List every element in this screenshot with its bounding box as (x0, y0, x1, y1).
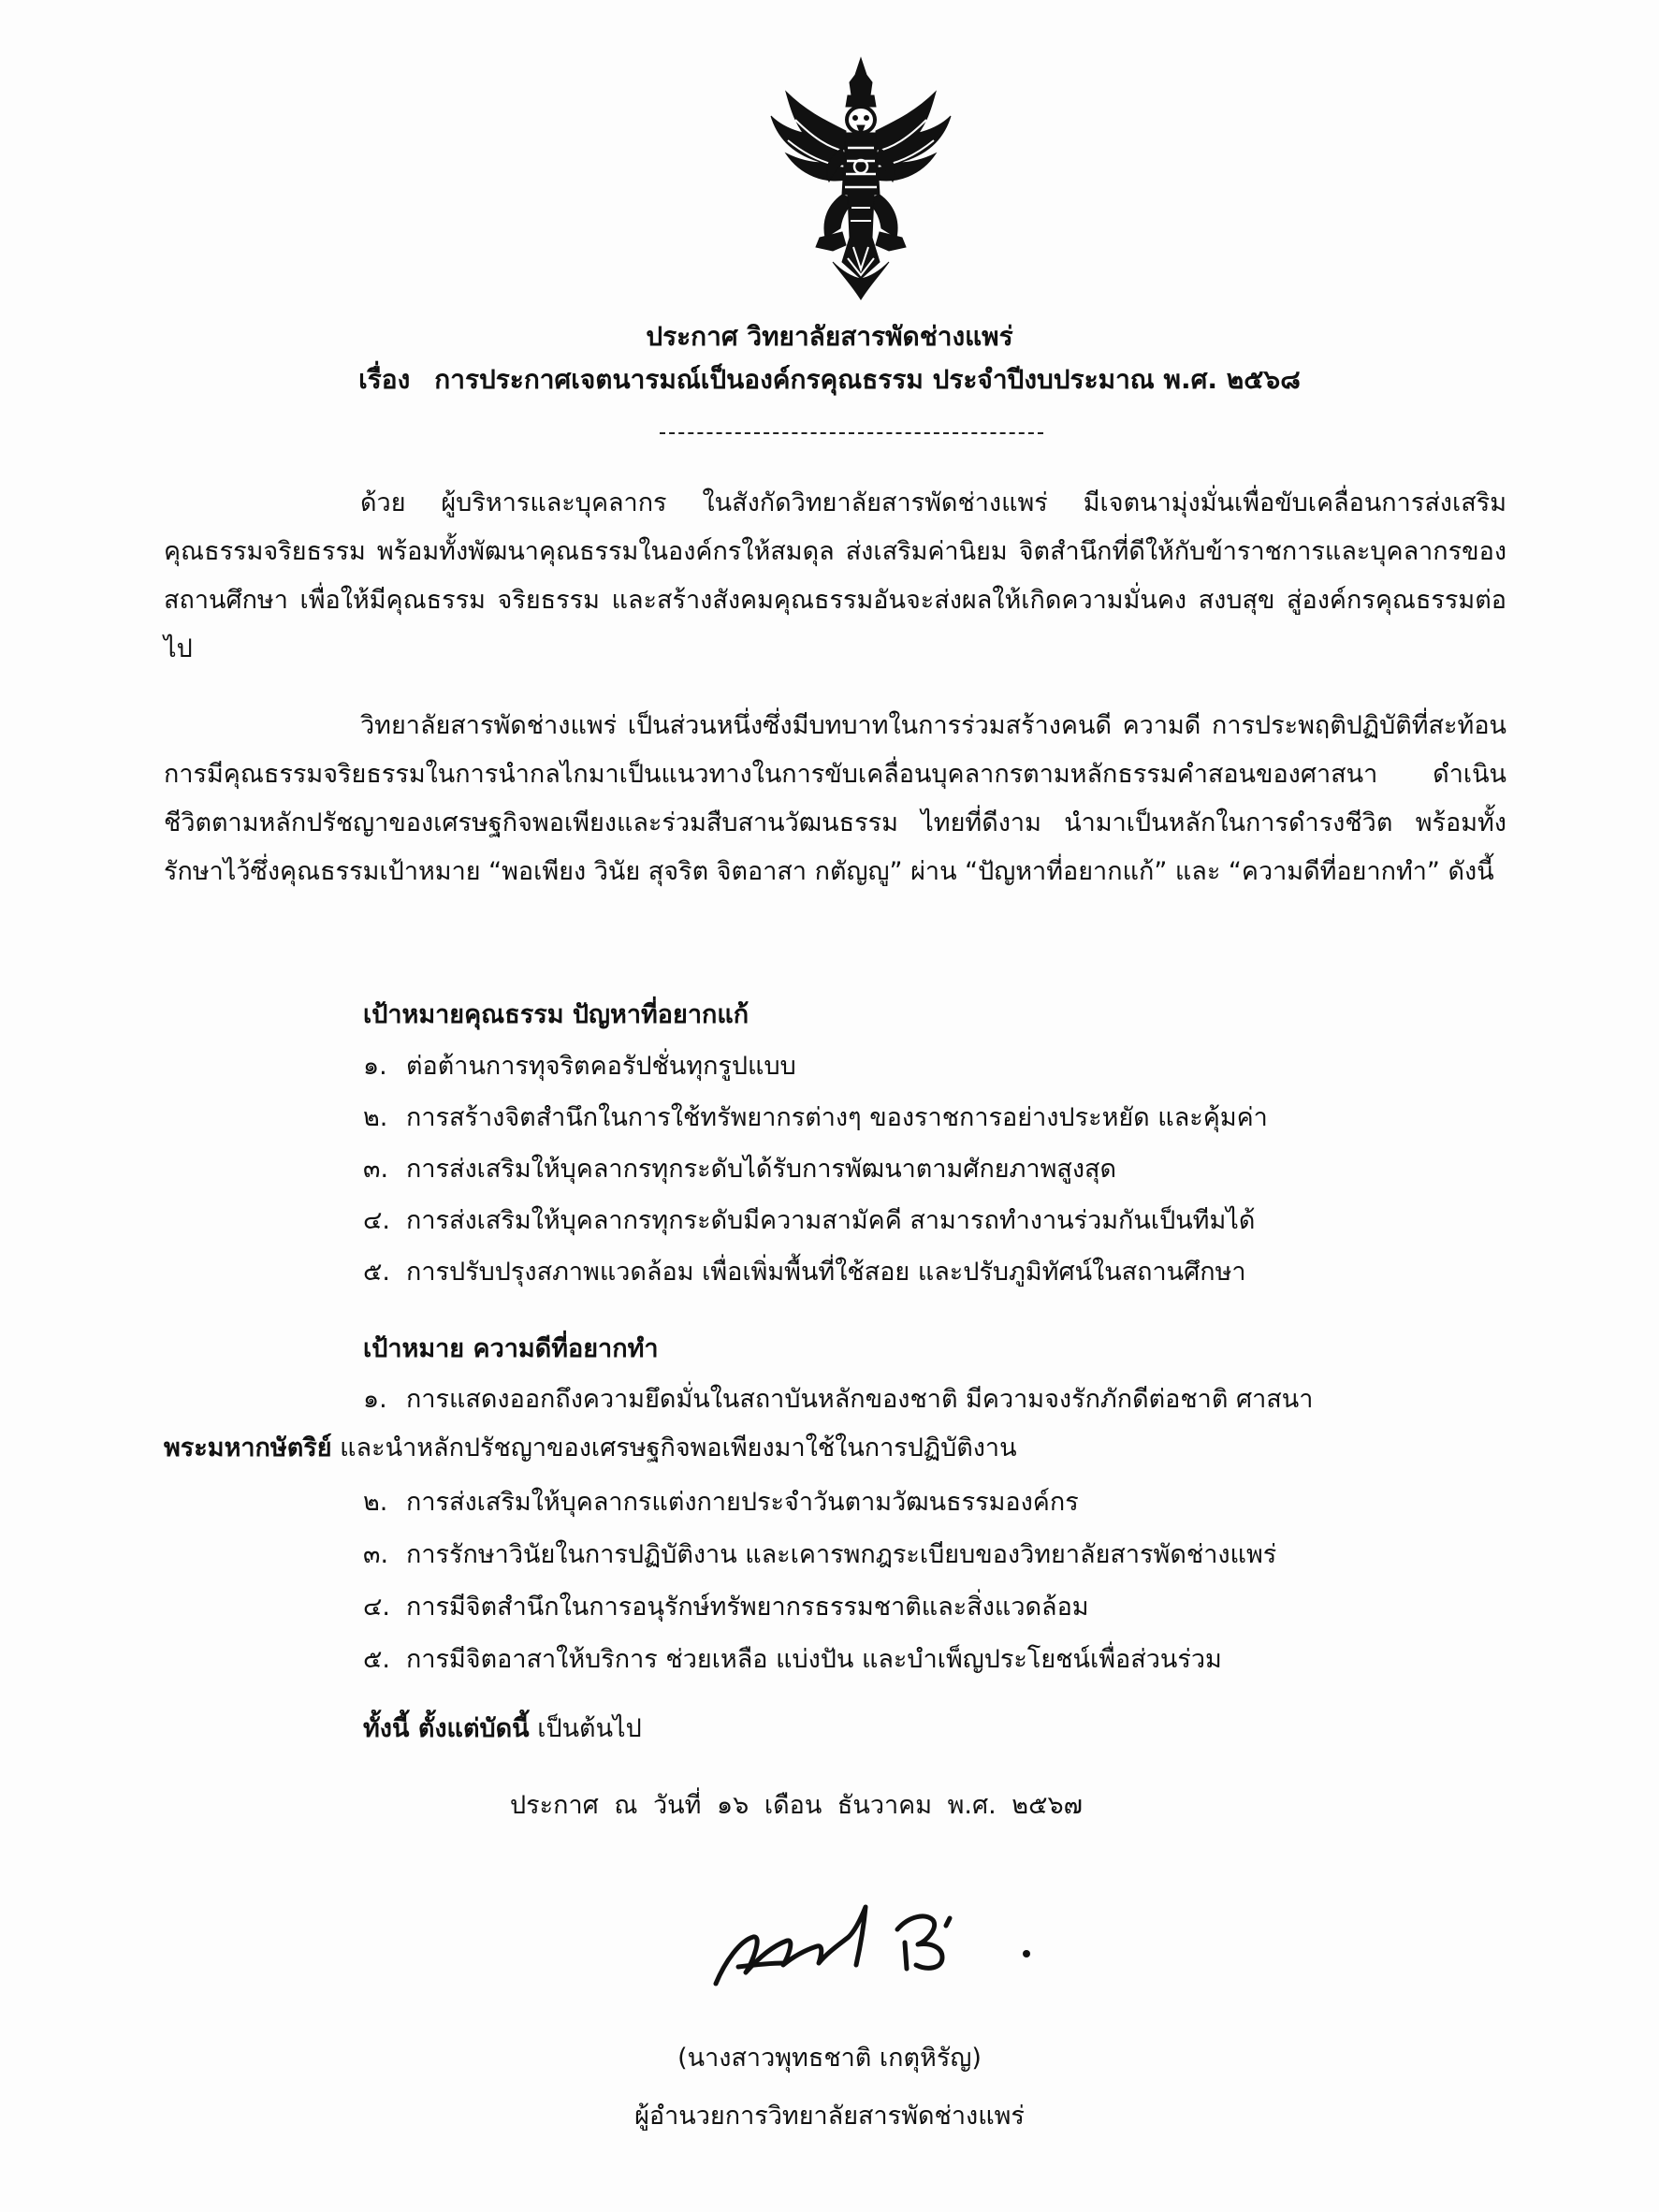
continuation-text: และนำหลักปรัชญาของเศรษฐกิจพอเพียงมาใช้ในการปฏิบัติงาน (340, 1433, 1017, 1463)
closing-rest: เป็นต้นไป (537, 1714, 642, 1743)
problems-list (363, 1041, 1268, 1298)
list-item-number: ๓. (363, 1540, 389, 1569)
list-item (363, 1143, 1268, 1195)
signatory-position: ผู้อำนวยการวิทยาลัยสารพัดช่างแพร่ (634, 2102, 1025, 2131)
paragraph-role: วิทยาลัยสารพัดช่างแพร่ เป็นส่วนหนึ่งซึ่งมีบทบาทในการร่วมสร้างคนดี ความดี การประพฤติปฏิบัติที่สะท้อนการมีคุณธรรมจริยธรรมในการนำกลไกมาเป็นแนวทางในการขับเคลื่อนบุคลากรตามหลักธรรมคำสอนของศาสนา ดำเนินชีวิตตามหลักปรัชญาของเศรษฐกิจพอเพียงและร่วมสืบสานวัฒนธรรม ไทยที่ดีงาม นำมาเป็นหลักในการดำรงชีวิต พร้อมทั้งรักษาไว้ซึ่งคุณธรรมเป้าหมาย “พอเพียง วินัย สุจริต จิตอาสา กตัญญู” ผ่าน “ปัญหาที่อยากแก้” และ “ความดีที่อยากทำ” ดังนี้ (164, 711, 1506, 886)
announcement-title: ประกาศ วิทยาลัยสารพัดช่างแพร่ (646, 321, 1013, 352)
list-item-text: การแสดงออกถึงความยึดมั่นในสถาบันหลักของชาติ มีความจงรักภักดีต่อชาติ ศาสนา (406, 1385, 1314, 1414)
subject-text: การประกาศเจตนารมณ์เป็นองค์กรคุณธรรม ประจำปีงบประมาณ พ.ศ. ๒๕๖๘ (434, 364, 1301, 395)
list-item-number: ๓. (363, 1155, 389, 1184)
closing-statement (363, 1709, 642, 1750)
list-item (363, 1195, 1268, 1246)
goodness-list (363, 1477, 1276, 1686)
announcement-date: ประกาศ ณ วันที่ ๑๖ เดือน ธันวาคม พ.ศ. ๒๕๖๗ (510, 1791, 1083, 1820)
list-item-number: ๕. (363, 1645, 391, 1674)
goodness-section-title: เป้าหมาย ความดีที่อยากทำ (363, 1334, 659, 1363)
header-divider (660, 432, 1043, 434)
list-item-number: ๑. (363, 1052, 387, 1081)
list-item (363, 1092, 1268, 1143)
signatory-name: (นางสาวพุทธชาติ เกตุหิรัญ) (677, 2044, 982, 2073)
handwritten-signature (697, 1871, 1090, 2012)
list-item-text: การปรับปรุงสภาพแวดล้อม เพื่อเพิ่มพื้นที่ใช้สอย และปรับภูมิทัศน์ในสถานศึกษา (406, 1258, 1246, 1287)
garuda-emblem-icon (767, 54, 954, 301)
list-item (363, 1529, 1276, 1581)
list-item-text: การส่งเสริมให้บุคลากรทุกระดับได้รับการพัฒนาตามศักยภาพสูงสุด (406, 1155, 1117, 1184)
list-item-text: การมีจิตอาสาให้บริการ ช่วยเหลือ แบ่งปัน และบำเพ็ญประโยชน์เพื่อส่วนร่วม (406, 1645, 1222, 1674)
list-item-number: ๑. (363, 1385, 387, 1414)
closing-bold: ทั้งนี้ ตั้งแต่บัดนี้ (363, 1714, 530, 1743)
list-item-number: ๕. (363, 1258, 391, 1287)
list-item (363, 1477, 1276, 1529)
list-item-text: การส่งเสริมให้บุคลากรแต่งกายประจำวันตามวัฒนธรรมองค์กร (406, 1488, 1079, 1517)
list-item-text: การส่งเสริมให้บุคลากรทุกระดับมีความสามัคคี สามารถทำงานร่วมกันเป็นทีมได้ (406, 1206, 1256, 1235)
list-item-text: ต่อต้านการทุจริตคอรัปชั่นทุกรูปแบบ (406, 1052, 796, 1081)
list-item (363, 1041, 1268, 1092)
list-item-number: ๔. (363, 1206, 391, 1235)
subject-label: เรื่อง (358, 364, 411, 395)
monarchy-term: พระมหากษัตริย์ (164, 1433, 332, 1463)
list-item (363, 1581, 1276, 1634)
list-item-number: ๔. (363, 1593, 391, 1622)
goodness-item-1 (363, 1375, 1313, 1424)
list-item-text: การสร้างจิตสำนึกในการใช้ทรัพยากรต่างๆ ของราชการอย่างประหยัด และคุ้มค่า (406, 1103, 1268, 1132)
list-item (363, 1246, 1268, 1298)
goodness-item-1-continuation (164, 1424, 1017, 1473)
list-item-number: ๒. (363, 1488, 388, 1517)
problems-section-title: เป้าหมายคุณธรรม ปัญหาที่อยากแก้ (363, 1000, 749, 1029)
announcement-subject-line (0, 361, 1659, 399)
list-item-number: ๒. (363, 1103, 388, 1132)
list-item-text: การรักษาวินัยในการปฏิบัติงาน และเคารพกฎระเบียบของวิทยาลัยสารพัดช่างแพร่ (406, 1540, 1277, 1569)
paragraph-intro: ด้วย ผู้บริหารและบุคลากร ในสังกัดวิทยาลัยสารพัดช่างแพร่ มีเจตนามุ่งมั่นเพื่อขับเคลื่อนการส่งเสริมคุณธรรมจริยธรรม พร้อมทั้งพัฒนาคุณธรรมในองค์กรให้สมดุล ส่งเสริมค่านิยม จิตสำนึกที่ดีให้กับข้าราชการและบุคลากรของสถานศึกษา เพื่อให้มีคุณธรรม จริยธรรม และสร้างสังคมคุณธรรมอันจะส่งผลให้เกิดความมั่นคง สงบสุข สู่องค์กรคุณธรรมต่อไป (164, 488, 1506, 663)
list-item-text: การมีจิตสำนึกในการอนุรักษ์ทรัพยากรธรรมชาติและสิ่งแวดล้อม (406, 1593, 1089, 1622)
list-item (363, 1634, 1276, 1686)
